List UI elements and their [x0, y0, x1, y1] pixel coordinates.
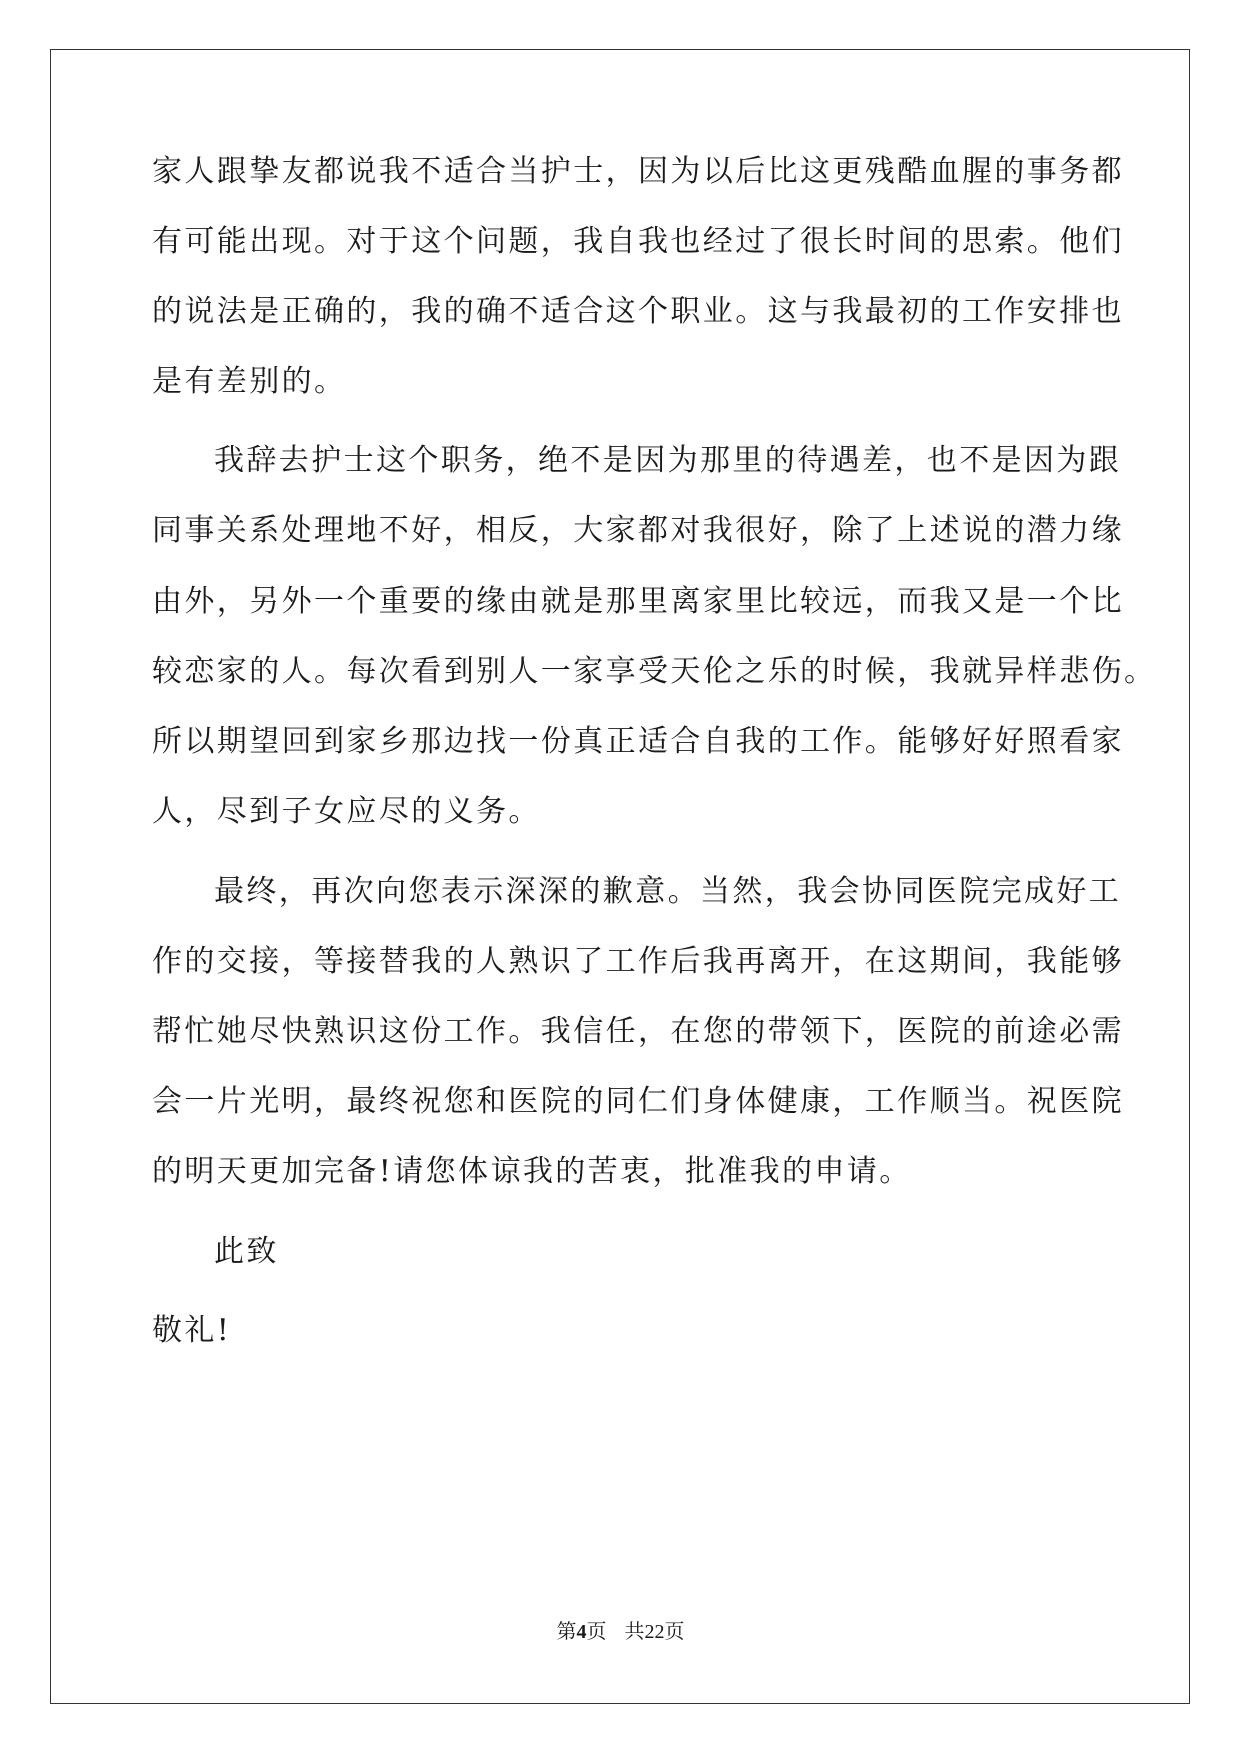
total-page-number: 22 — [644, 1621, 665, 1643]
text-line: 人，尽到子女应尽的义务。 — [152, 794, 541, 829]
text-line: 的说法是正确的，我的确不适合这个职业。这与我最初的工作安排也 — [152, 294, 1124, 329]
text-line: 有可能出现。对于这个问题，我自我也经过了很长时间的思索。他们 — [152, 224, 1124, 259]
text-line: 同事关系处理地不好，相反，大家都对我很好，除了上述说的潜力缘 — [152, 513, 1124, 548]
page-label-suffix: 页 — [586, 1621, 607, 1643]
paragraph-first-line: 最终，再次向您表示深深的歉意。当然，我会协同医院完成好工 — [214, 874, 1122, 909]
closing-regards: 敬礼! — [152, 1313, 232, 1348]
text-line: 由外，另外一个重要的缘由就是那里离家里比较远，而我又是一个比 — [152, 584, 1124, 619]
text-line: 的明天更加完备!请您体谅我的苦衷，批准我的申请。 — [152, 1154, 912, 1189]
page-label-prefix: 第 — [556, 1621, 577, 1643]
text-line: 作的交接，等接替我的人熟识了工作后我再离开，在这期间，我能够 — [152, 944, 1124, 979]
page-number-footer — [0, 1620, 1241, 1644]
text-line: 是有差别的。 — [152, 364, 347, 399]
current-page-number: 4 — [576, 1621, 587, 1643]
text-line: 帮忙她尽快熟识这份工作。我信任，在您的带领下，医院的前途必需 — [152, 1014, 1124, 1049]
text-line: 家人跟挚友都说我不适合当护士，因为以后比这更残酷血腥的事务都 — [152, 154, 1124, 189]
text-line: 所以期望回到家乡那边找一份真正适合自我的工作。能够好好照看家 — [152, 724, 1124, 759]
paragraph-first-line: 我辞去护士这个职务，绝不是因为那里的待遇差，也不是因为跟 — [214, 443, 1122, 478]
total-label-suffix: 页 — [664, 1621, 685, 1643]
text-line: 较恋家的人。每次看到别人一家享受天伦之乐的时候，我就异样悲伤。 — [152, 654, 1157, 689]
total-label-prefix: 共 — [624, 1621, 645, 1643]
closing-salutation: 此致 — [214, 1234, 279, 1269]
text-line: 会一片光明，最终祝您和医院的同仁们身体健康，工作顺当。祝医院 — [152, 1084, 1124, 1119]
